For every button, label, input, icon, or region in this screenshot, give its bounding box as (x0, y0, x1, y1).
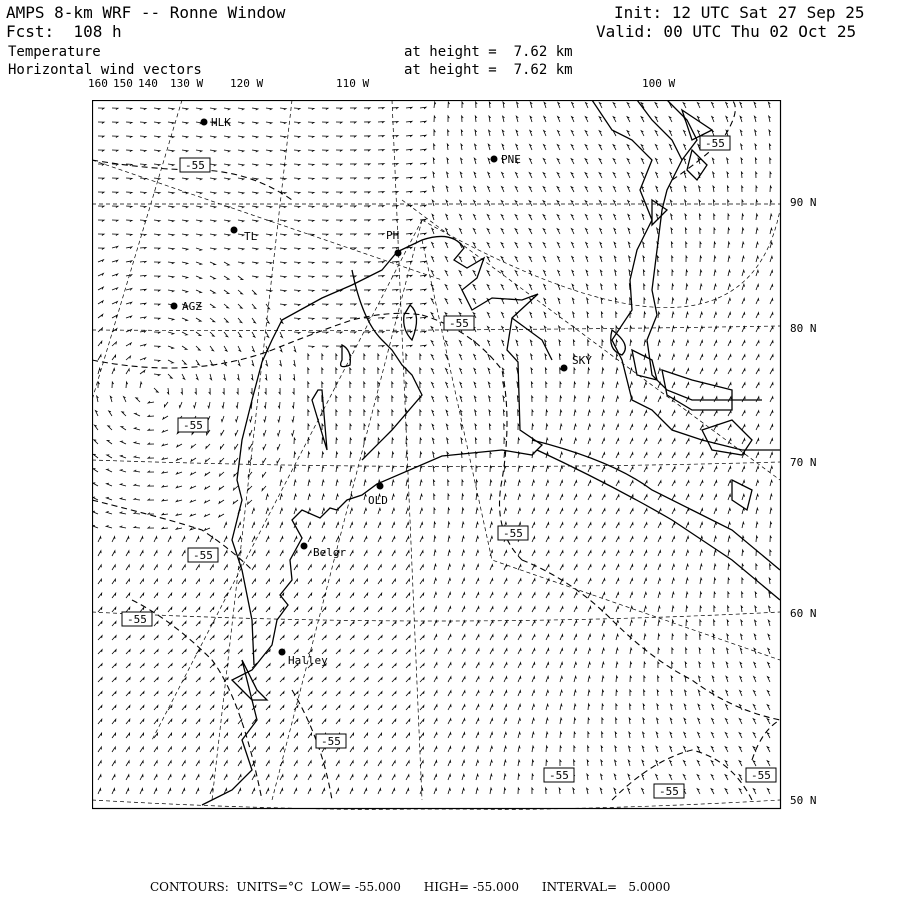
map-canvas (92, 100, 782, 810)
contour-label: -55 (503, 527, 523, 540)
station-label: SKY (572, 354, 592, 367)
coastline (202, 236, 780, 805)
field1-name: Temperature (8, 44, 101, 60)
peninsula-coast (592, 100, 780, 510)
station-label: AGZ (182, 300, 202, 313)
valid-time: Valid: 00 UTC Thu 02 Oct 25 (596, 22, 857, 41)
field1-height: at height = 7.62 km (404, 44, 573, 60)
lon-label: 140 (138, 77, 158, 90)
field2-height: at height = 7.62 km (404, 62, 573, 78)
station-pne-dot (491, 156, 498, 163)
lon-label: 110 W (336, 77, 370, 90)
lon-label: 120 W (230, 77, 264, 90)
station-hlk-dot (201, 119, 208, 126)
contour-label: -55 (185, 159, 205, 172)
lat-label: 90 N (790, 196, 817, 209)
lon-label: 100 W (642, 77, 676, 90)
map-border (93, 101, 781, 809)
lat-label: 50 N (790, 794, 817, 807)
contour-label: -55 (321, 735, 341, 748)
station-ph-dot (395, 250, 402, 257)
station-belgr-dot (301, 543, 308, 550)
station-label: PH (386, 229, 400, 242)
station-label: Halley (288, 654, 328, 667)
forecast-hour: Fcst: 108 h (6, 22, 122, 41)
contour-label: -55 (549, 769, 569, 782)
contour-label: -55 (659, 785, 679, 798)
station-label: PNE (501, 153, 521, 166)
lat-label: 70 N (790, 456, 817, 469)
contour-label: -55 (449, 317, 469, 330)
contour-label: -55 (127, 613, 147, 626)
map-title: AMPS 8-km WRF -- Ronne Window (6, 3, 286, 22)
lat-label: 60 N (790, 607, 817, 620)
lon-label: 130 W (170, 77, 204, 90)
contour-label: -55 (183, 419, 203, 432)
field2-name: Horizontal wind vectors (8, 62, 202, 78)
station-old-dot (377, 483, 384, 490)
init-time: Init: 12 UTC Sat 27 Sep 25 (614, 3, 865, 22)
station-sky-dot (561, 365, 568, 372)
contour-label: -55 (705, 137, 725, 150)
lat-label: 80 N (790, 322, 817, 335)
station-label: Belgr (313, 546, 347, 559)
station-label: OLD (368, 494, 388, 507)
graticule (92, 100, 780, 810)
contour-label: -55 (751, 769, 771, 782)
station-halley-dot (279, 649, 286, 656)
wind-vector-field (92, 102, 773, 794)
station-label: TL (244, 230, 258, 243)
station-tl-dot (231, 227, 238, 234)
station-markers (171, 119, 568, 656)
contour-label-group (122, 136, 776, 798)
station-label: HLK (211, 116, 231, 129)
temperature-contour (92, 100, 780, 800)
lon-label: 160 (88, 77, 108, 90)
contour-label: -55 (193, 549, 213, 562)
lon-label: 150 (113, 77, 133, 90)
wind-vector-strokes (92, 102, 773, 794)
station-agz-dot (171, 303, 178, 310)
contours-footer: CONTOURS: UNITS=°C LOW= -55.000 HIGH= -55.000 INTERVAL= 5.0000 (150, 880, 671, 894)
